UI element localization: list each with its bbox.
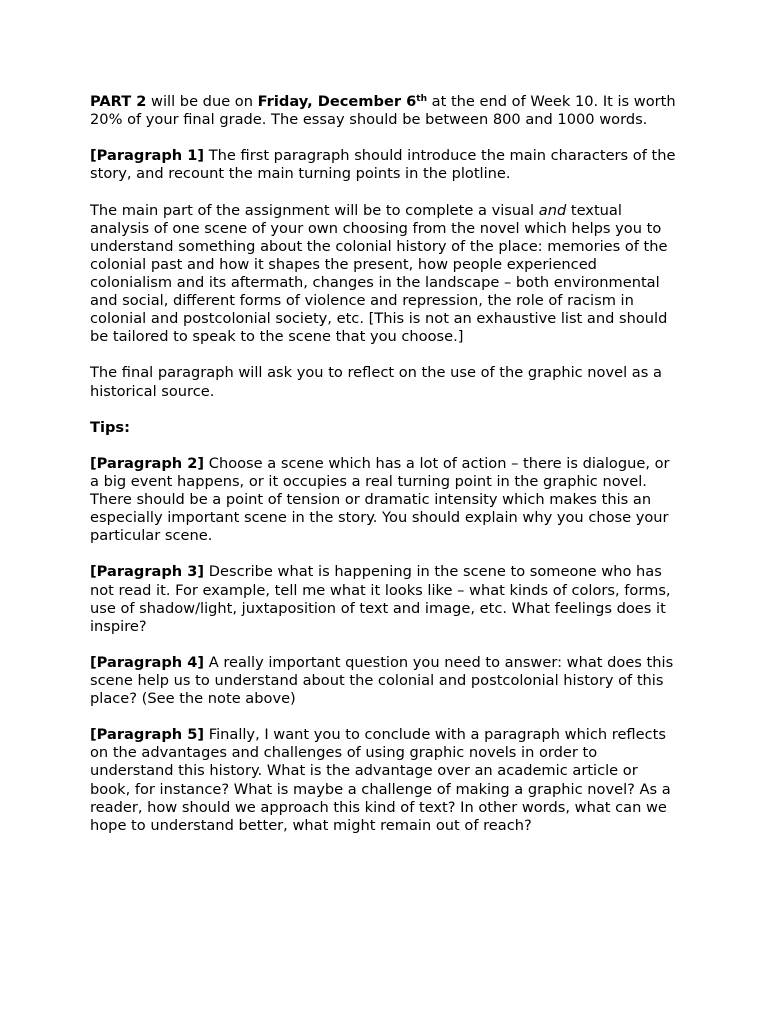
paragraph-3-text: Describe what is happening in the scene to someone who has not read it. For example, tell me what it looks like – what kinds of colors, forms, use of shadow/light, juxtaposition of text and image, etc. What feelings does it inspire? — [90, 563, 671, 635]
main-part-text-1: The main part of the assignment will be to complete a visual — [90, 201, 539, 219]
paragraph-1-instructions — [90, 147, 680, 183]
intro-paragraph — [90, 93, 680, 129]
paragraph-4-instructions — [90, 654, 680, 708]
part-label: PART 2 — [90, 93, 147, 110]
final-paragraph — [90, 364, 680, 400]
intro-text-2: at the end of Week 10. It is worth 20% of your final grade. The essay should be between 800 and 1000 words. — [90, 93, 676, 129]
paragraph-1-text: The first paragraph should introduce the main characters of the story, and recount the main turning points in the plotline. — [90, 147, 676, 183]
paragraph-3-instructions — [90, 563, 680, 635]
tips-heading-text: Tips: — [90, 418, 130, 436]
paragraph-1-label: [Paragraph 1] — [90, 147, 205, 165]
paragraph-4-label: [Paragraph 4] — [90, 653, 205, 671]
main-part-paragraph — [90, 202, 680, 347]
final-paragraph-text: The final paragraph will ask you to reflect on the use of the graphic novel as a historical source. — [90, 364, 662, 400]
intro-text-1: will be due on — [146, 93, 258, 110]
paragraph-5-text: Finally, I want you to conclude with a paragraph which reflects on the advantages and challenges of using graphic novels in order to understand this history. What is the advantage over an academic article or book, for instance? What is maybe a challenge of making a graphic novel? As a reader, how should we approach this kind of text? In other words, what can we hope to understand better, what might remain out of reach? — [90, 726, 671, 834]
paragraph-2-label: [Paragraph 2] — [90, 454, 205, 472]
due-date — [258, 93, 427, 110]
due-date-text: Friday, December 6 — [257, 93, 417, 110]
tips-heading — [90, 419, 680, 437]
paragraph-5-instructions — [90, 726, 680, 835]
paragraph-3-label: [Paragraph 3] — [90, 563, 205, 581]
paragraph-2-instructions — [90, 455, 680, 545]
document-page — [90, 93, 680, 853]
paragraph-2-text: Choose a scene which has a lot of action – there is dialogue, or a big event happens, or it occupies a real turning point in the graphic novel. There should be a point of tension or dramatic intensity which makes this an especially important scene in the story. You should explain why you chose your particular scene. — [90, 454, 670, 545]
due-date-suffix: th — [416, 94, 427, 104]
paragraph-5-label: [Paragraph 5] — [90, 726, 205, 744]
main-part-text-2: textual analysis of one scene of your own choosing from the novel which helps you to understand something about the colonial history of the place: memories of the colonial past and how it shapes the present, how people experienced colonialism and its aftermath, changes in the landscape – both environmental and social, different forms of violence and repression, the role of racism in colonial and postcolonial society, etc. [This is not an exhaustive list and should be tailored to speak to the scene that you choose.] — [90, 201, 668, 346]
main-part-emphasis: and — [538, 201, 567, 219]
paragraph-4-text: A really important question you need to answer: what does this scene help us to understand about the colonial and postcolonial history of this place? (See the note above) — [90, 653, 674, 708]
